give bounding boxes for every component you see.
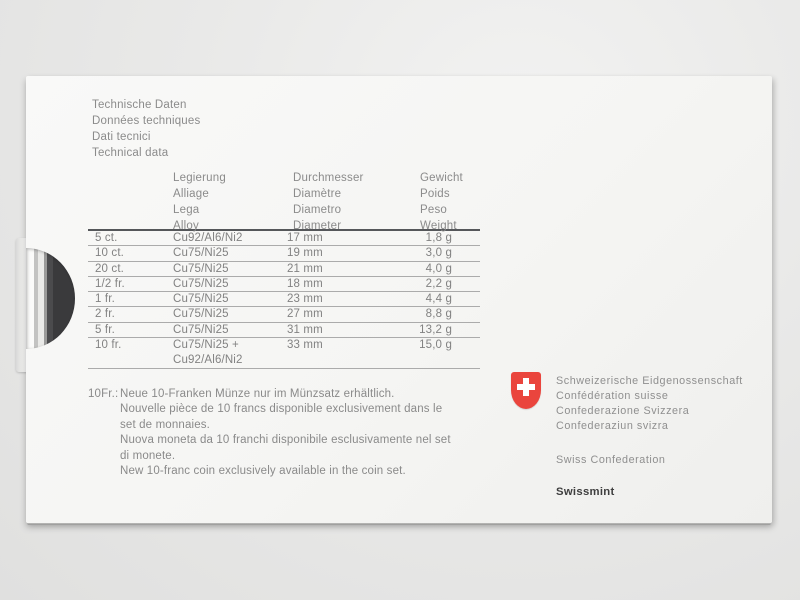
table-row bbox=[88, 338, 480, 369]
cell-alloy: Cu75/Ni25 bbox=[173, 323, 229, 336]
footnote-line: Nouvelle pièce de 10 francs disponible exclusivement dans le bbox=[120, 403, 443, 416]
cell-denomination: 1/2 fr. bbox=[95, 277, 125, 290]
cell-weight: 2,2 g bbox=[425, 277, 452, 290]
header-alloy-en: Alloy bbox=[173, 220, 199, 232]
confederation-english: Swiss Confederation bbox=[556, 454, 666, 466]
title-line-it: Dati tecnici bbox=[92, 131, 151, 143]
swiss-flag-logo-icon bbox=[511, 372, 541, 409]
swiss-cross-horizontal bbox=[517, 384, 535, 390]
table-row bbox=[88, 277, 480, 292]
cell-denomination: 20 ct. bbox=[95, 262, 125, 275]
cell-weight: 15,0 g bbox=[419, 339, 452, 352]
cell-denomination: 10 ct. bbox=[95, 247, 125, 260]
cell-denomination: 5 fr. bbox=[95, 323, 115, 336]
table-row bbox=[88, 323, 480, 338]
header-weight-it: Peso bbox=[420, 204, 448, 216]
confederation-line-fr: Confédération suisse bbox=[556, 390, 669, 402]
cell-diameter: 21 mm bbox=[287, 262, 323, 275]
cell-denomination: 1 fr. bbox=[95, 293, 115, 306]
column-header-weight bbox=[420, 170, 463, 234]
cell-alloy: Cu75/Ni25 bbox=[173, 293, 229, 306]
column-header-alloy bbox=[173, 170, 226, 234]
cell-weight: 4,0 g bbox=[425, 262, 452, 275]
cell-denomination: 5 ct. bbox=[95, 232, 118, 244]
coin-set-back-cover bbox=[26, 76, 772, 523]
cell-diameter: 19 mm bbox=[287, 247, 323, 260]
cell-diameter: 33 mm bbox=[287, 339, 323, 352]
cell-diameter: 23 mm bbox=[287, 293, 323, 306]
footnote-line: set de monnaies. bbox=[120, 418, 210, 431]
title-line-de: Technische Daten bbox=[92, 99, 187, 111]
footnote-text-de: Neue 10-Franken Münze nur im Münzsatz erhältlich. bbox=[120, 388, 395, 400]
header-alloy-it: Lega bbox=[173, 204, 200, 216]
title-line-fr: Données techniques bbox=[92, 115, 201, 127]
confederation-line-de: Schweizerische Eidgenossenschaft bbox=[556, 375, 743, 387]
cell-alloy-line2: Cu92/Al6/Ni2 bbox=[173, 353, 243, 366]
cell-diameter: 27 mm bbox=[287, 308, 323, 321]
cell-weight: 4,4 g bbox=[425, 293, 452, 306]
cell-weight: 13,2 g bbox=[419, 323, 452, 336]
cell-alloy: Cu75/Ni25 bbox=[173, 308, 229, 321]
cell-diameter: 17 mm bbox=[287, 232, 323, 244]
header-diameter-en: Diameter bbox=[293, 220, 342, 232]
header-alloy-de: Legierung bbox=[173, 172, 226, 184]
cell-denomination: 2 fr. bbox=[95, 308, 115, 321]
technical-data-title bbox=[92, 97, 200, 161]
confederation-wordmark bbox=[556, 374, 743, 434]
title-line-en: Technical data bbox=[92, 147, 169, 159]
spec-table-body bbox=[88, 231, 480, 369]
cell-alloy: Cu75/Ni25 bbox=[173, 262, 229, 275]
footnote-line: Nuova moneta da 10 franchi disponibile esclusivamente nel set bbox=[120, 434, 451, 447]
cell-weight: 1,8 g bbox=[425, 232, 452, 244]
header-diameter-de: Durchmesser bbox=[293, 172, 364, 184]
cell-alloy: Cu75/Ni25 bbox=[173, 247, 229, 260]
confederation-line-it: Confederazione Svizzera bbox=[556, 405, 690, 417]
header-diameter-fr: Diamètre bbox=[293, 188, 342, 200]
swissmint-brand: Swissmint bbox=[556, 486, 615, 498]
header-weight-en: Weight bbox=[420, 220, 457, 232]
table-row bbox=[88, 262, 480, 277]
table-row bbox=[88, 231, 480, 246]
column-header-diameter bbox=[293, 170, 364, 234]
footnote-line: New 10-franc coin exclusively available in the coin set. bbox=[120, 465, 406, 478]
cell-weight: 3,0 g bbox=[425, 247, 452, 260]
thumb-cutout-coin-tray bbox=[26, 248, 75, 349]
header-weight-fr: Poids bbox=[420, 188, 450, 200]
cell-denomination: 10 fr. bbox=[95, 339, 122, 352]
footnote-line: di monete. bbox=[120, 449, 176, 462]
cell-alloy: Cu75/Ni25 + bbox=[173, 339, 239, 352]
confederation-line-rm: Confederaziun svizra bbox=[556, 420, 669, 432]
header-diameter-it: Diametro bbox=[293, 204, 342, 216]
ten-franc-footnote bbox=[88, 387, 451, 479]
header-alloy-fr: Alliage bbox=[173, 188, 209, 200]
header-weight-de: Gewicht bbox=[420, 172, 463, 184]
table-row bbox=[88, 292, 480, 307]
table-row bbox=[88, 307, 480, 322]
cell-diameter: 31 mm bbox=[287, 323, 323, 336]
cell-diameter: 18 mm bbox=[287, 277, 323, 290]
table-row bbox=[88, 246, 480, 261]
spec-table-header bbox=[88, 170, 480, 231]
footnote-label: 10Fr.: bbox=[88, 388, 119, 400]
cell-alloy: Cu92/Al6/Ni2 bbox=[173, 232, 243, 244]
cell-alloy: Cu75/Ni25 bbox=[173, 277, 229, 290]
footnote-line bbox=[88, 387, 451, 402]
cell-weight: 8,8 g bbox=[425, 308, 452, 321]
